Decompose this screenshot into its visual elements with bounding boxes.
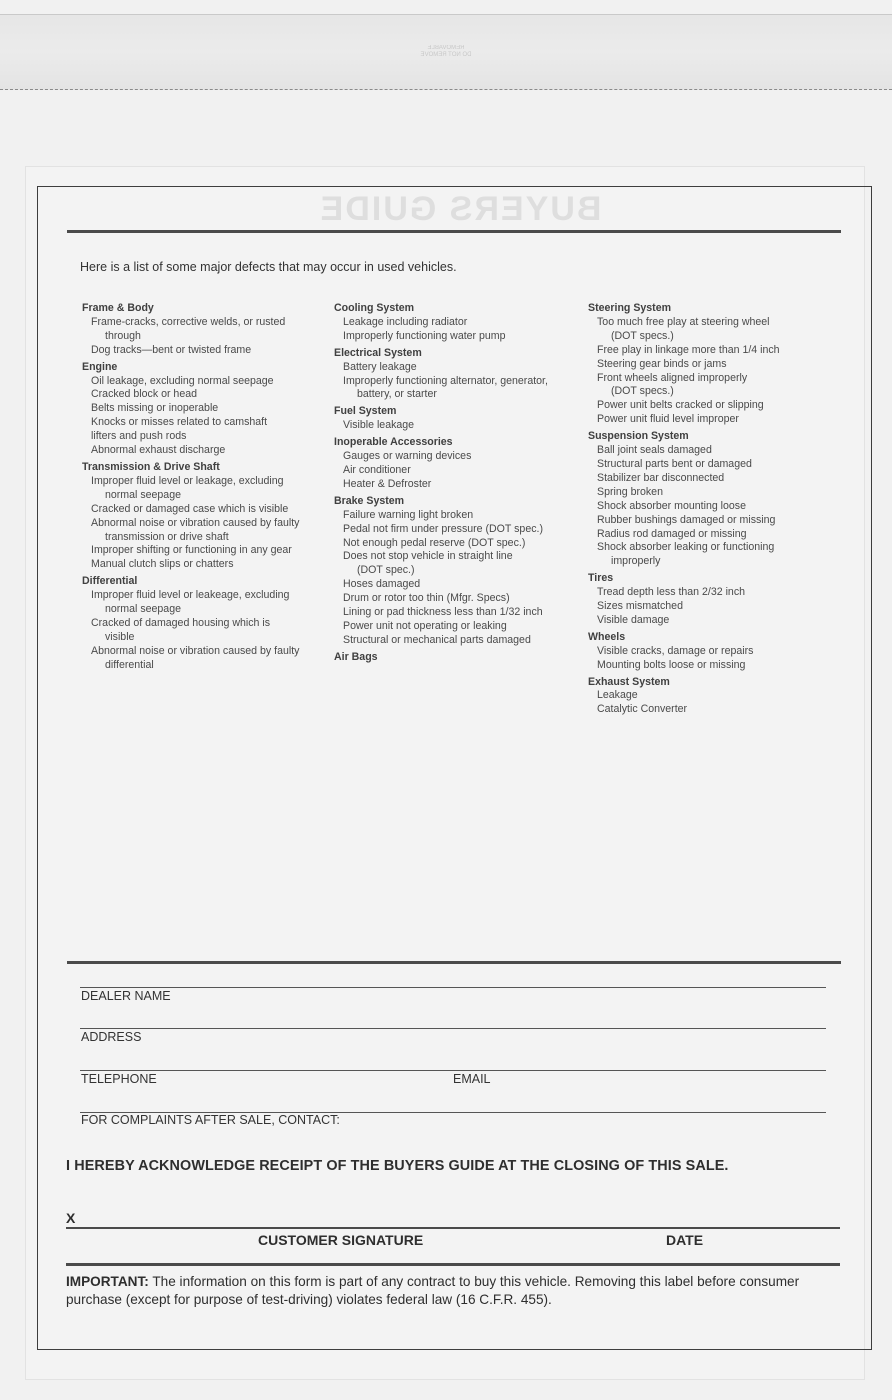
- address-line: [80, 1028, 826, 1029]
- defect-category: Differential: [82, 575, 138, 588]
- defect-category: Transmission & Drive Shaft: [82, 460, 220, 473]
- defect-category: Exhaust System: [588, 675, 670, 688]
- defect-item: Dog tracks—bent or twisted frame: [91, 343, 252, 356]
- defects-column-2: [334, 302, 584, 665]
- dealer-name-field[interactable]: DEALER NAME: [81, 989, 171, 1003]
- defect-item: Improperly functioning alternator, generator, battery, or starter: [343, 374, 548, 401]
- defect-item: Failure warning light broken: [343, 508, 474, 521]
- telephone-line: [80, 1070, 826, 1071]
- defect-item: Shock absorber leaking or functioning improperly: [597, 541, 775, 568]
- complaints-contact-field[interactable]: FOR COMPLAINTS AFTER SALE, CONTACT:: [81, 1113, 340, 1127]
- signature-line[interactable]: [66, 1227, 840, 1229]
- defect-item: Free play in linkage more than 1/4 inch: [597, 343, 780, 356]
- defect-item: Knocks or misses related to camshaft: [91, 416, 268, 429]
- date-label: DATE: [666, 1232, 704, 1248]
- defect-item: Lining or pad thickness less than 1/32 inch: [343, 606, 543, 619]
- defects-column-3: [588, 302, 828, 717]
- defect-item: Tread depth less than 2/32 inch: [597, 586, 746, 599]
- address-field[interactable]: ADDRESS: [81, 1030, 142, 1044]
- defect-item: Power unit not operating or leaking: [343, 619, 507, 632]
- defect-item: Hoses damaged: [343, 578, 421, 591]
- defect-item: Heater & Defroster: [343, 477, 432, 490]
- defect-item: Power unit fluid level improper: [597, 413, 739, 426]
- defect-category: Steering System: [588, 302, 672, 314]
- defect-item: Oil leakage, excluding normal seepage: [91, 374, 274, 387]
- defects-column-1: [82, 302, 332, 673]
- defect-category: Wheels: [588, 630, 626, 643]
- ghost-show-through-title: BUYERS GUIDE: [318, 190, 602, 228]
- defect-item: Improper shifting or functioning in any gear: [91, 544, 292, 557]
- defect-category: Air Bags: [334, 650, 378, 663]
- defect-item: Cracked of damaged housing which is visible: [91, 616, 271, 643]
- dealer-section-divider: [67, 961, 841, 964]
- defect-category: Brake System: [334, 494, 405, 507]
- signature-bottom-divider: [66, 1263, 840, 1266]
- defect-category: Cooling System: [334, 302, 415, 314]
- defect-item: Front wheels aligned improperly (DOT specs.): [597, 371, 748, 398]
- important-text: The information on this form is part of any contract to buy this vehicle. Removing this label before consumer purchase (except for purpose of test-driving) violates federal law (16 C.F.R. 455).: [66, 1274, 800, 1307]
- defect-item: Visible cracks, damage or repairs: [597, 644, 754, 657]
- defect-category: Fuel System: [334, 405, 397, 418]
- defect-item: Visible damage: [597, 613, 670, 626]
- customer-signature-label: CUSTOMER SIGNATURE: [258, 1232, 424, 1248]
- defect-item: Sizes mismatched: [597, 600, 683, 613]
- defect-item: Leakage: [597, 689, 638, 702]
- defect-item: Improper fluid level or leakeage, excluding normal seepage: [91, 589, 290, 616]
- defect-item: Radius rod damaged or missing: [597, 527, 747, 540]
- defect-item: Cracked or damaged case which is visible: [91, 502, 289, 515]
- removable-tape-strip: [0, 14, 892, 90]
- defect-category: Frame & Body: [82, 302, 154, 314]
- defect-item: Shock absorber mounting loose: [597, 499, 746, 512]
- acknowledgement-statement: I HEREBY ACKNOWLEDGE RECEIPT OF THE BUYERS GUIDE AT THE CLOSING OF THIS SALE.: [66, 1158, 729, 1174]
- defect-item: Abnormal exhaust discharge: [91, 444, 226, 457]
- signature-x-mark: X: [66, 1210, 76, 1226]
- defect-category: Tires: [588, 572, 614, 585]
- defect-item: Abnormal noise or vibration caused by faulty differential: [91, 644, 300, 671]
- defect-item: Ball joint seals damaged: [597, 444, 712, 457]
- defect-item: Leakage including radiator: [343, 315, 468, 328]
- defect-category: Engine: [82, 360, 118, 373]
- defect-item: Steering gear binds or jams: [597, 357, 727, 370]
- defect-item: Power unit belts cracked or slipping: [597, 399, 764, 412]
- defect-item: Mounting bolts loose or missing: [597, 658, 746, 671]
- defect-item: Not enough pedal reserve (DOT spec.): [343, 536, 526, 549]
- defect-item: Improperly functioning water pump: [343, 329, 506, 342]
- defect-item: Too much free play at steering wheel (DOT specs.): [597, 315, 770, 342]
- defect-item: Cracked block or head: [91, 388, 197, 401]
- defect-category: Electrical System: [334, 346, 422, 359]
- defect-item: Drum or rotor too thin (Mfgr. Specs): [343, 592, 510, 605]
- defect-item: Gauges or warning devices: [343, 450, 472, 463]
- important-notice: [66, 1273, 826, 1309]
- defect-item: Rubber bushings damaged or missing: [597, 513, 776, 526]
- defect-item: Visible leakage: [343, 419, 415, 432]
- defect-item: Catalytic Converter: [597, 703, 688, 716]
- important-label: IMPORTANT:: [66, 1274, 149, 1289]
- defect-item: lifters and push rods: [91, 430, 187, 443]
- defect-item: Pedal not firm under pressure (DOT spec.): [343, 522, 543, 535]
- email-field[interactable]: EMAIL: [453, 1072, 491, 1086]
- defect-category: Suspension System: [588, 430, 689, 443]
- defect-item: Frame-cracks, corrective welds, or rusted through: [91, 315, 286, 342]
- tape-ghost-text: REMOVABLE DO NOT REMOVE: [420, 45, 472, 58]
- defect-category: Inoperable Accessories: [334, 436, 453, 449]
- defects-intro: Here is a list of some major defects that may occur in used vehicles.: [80, 260, 457, 274]
- top-divider: [67, 230, 841, 233]
- dealer-name-line: [80, 987, 826, 988]
- defect-item: Improper fluid level or leakage, excluding normal seepage: [91, 474, 284, 501]
- defect-item: Abnormal noise or vibration caused by faulty transmission or drive shaft: [91, 516, 300, 543]
- defect-item: Belts missing or inoperable: [91, 402, 219, 415]
- defect-item: Air conditioner: [343, 463, 411, 476]
- telephone-field[interactable]: TELEPHONE: [81, 1072, 157, 1086]
- defect-item: Does not stop vehicle in straight line (DOT spec.): [343, 550, 513, 577]
- defect-item: Manual clutch slips or chatters: [91, 558, 234, 571]
- defect-item: Structural or mechanical parts damaged: [343, 633, 531, 646]
- defect-item: Battery leakage: [343, 360, 417, 373]
- defect-item: Structural parts bent or damaged: [597, 457, 752, 470]
- defect-item: Spring broken: [597, 485, 663, 498]
- defect-item: Stabilizer bar disconnected: [597, 471, 725, 484]
